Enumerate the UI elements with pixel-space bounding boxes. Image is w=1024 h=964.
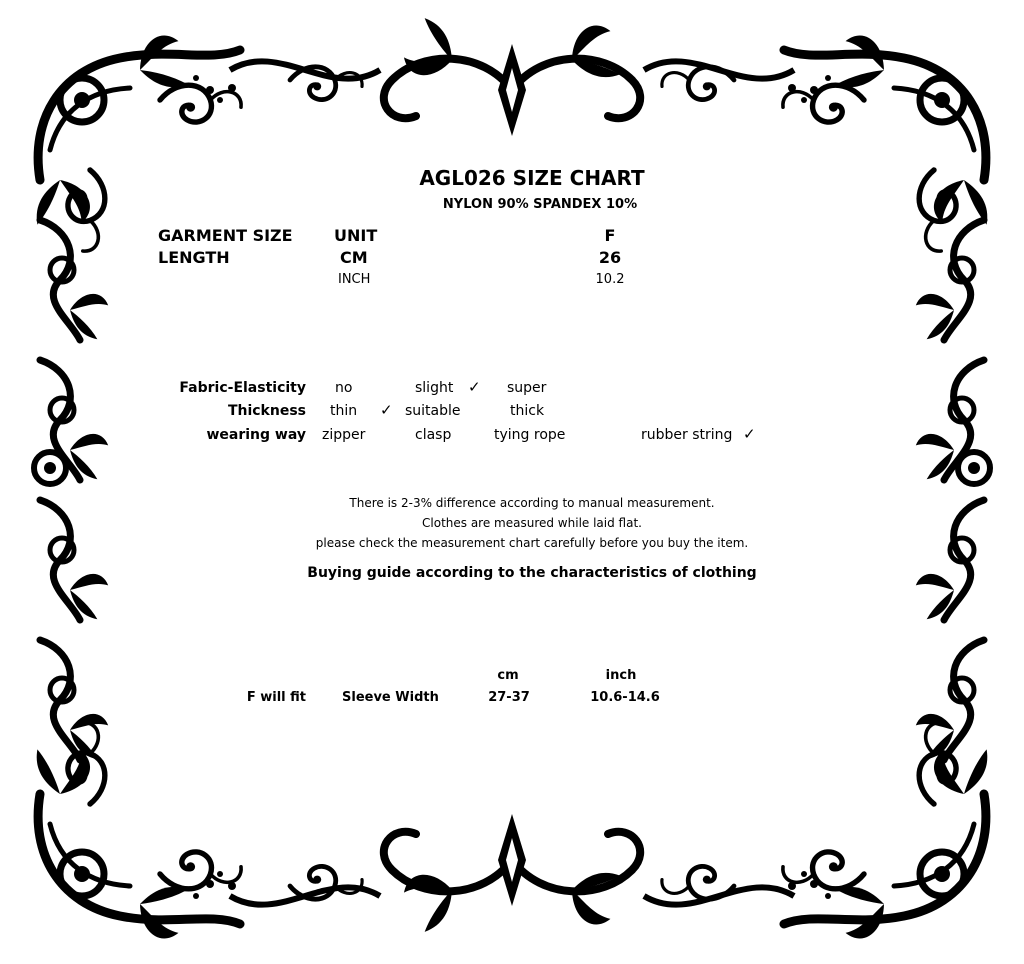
thickness-thin: thin <box>330 403 358 419</box>
wearing-zipper: zipper <box>322 427 366 443</box>
size-f-header: F <box>604 226 616 245</box>
thickness-check-icon: ✓ <box>380 401 393 419</box>
thickness-label: Thickness <box>227 403 306 419</box>
note-check-chart: please check the measurement chart carefully before you buy the item. <box>315 536 749 550</box>
length-cm-value: 26 <box>598 248 622 267</box>
length-label: LENGTH <box>158 248 230 267</box>
fabric-elasticity-label: Fabric-Elasticity <box>179 380 306 396</box>
chart-title: AGL026 SIZE CHART <box>419 166 645 190</box>
note-measurement-diff: There is 2-3% difference according to manual measurement. <box>349 496 715 510</box>
col-inch-header: inch <box>605 668 637 683</box>
elasticity-check-icon: ✓ <box>468 378 481 396</box>
elasticity-super: super <box>507 380 547 396</box>
col-cm-header: cm <box>497 668 519 683</box>
buying-guide-heading: Buying guide according to the characteristics of clothing <box>307 565 757 581</box>
wearing-rubber-string: rubber string <box>641 427 733 443</box>
length-inch-value: 10.2 <box>595 272 625 287</box>
wearing-clasp: clasp <box>415 427 452 443</box>
wearing-way-label: wearing way <box>206 427 306 443</box>
elasticity-slight: slight <box>415 380 454 396</box>
unit-header: UNIT <box>334 226 378 245</box>
sleeve-width-inch: 10.6-14.6 <box>590 690 660 705</box>
wearing-tying-rope: tying rope <box>494 427 566 443</box>
cm-unit: CM <box>340 248 368 267</box>
elasticity-no: no <box>335 380 353 396</box>
material-composition: NYLON 90% SPANDEX 10% <box>442 197 638 212</box>
wearing-check-icon: ✓ <box>743 425 756 443</box>
note-laid-flat: Clothes are measured while laid flat. <box>422 516 642 530</box>
thickness-suitable: suitable <box>405 403 461 419</box>
sleeve-width-cm: 27-37 <box>488 690 530 705</box>
fit-label: F will fit <box>246 690 306 705</box>
sleeve-width-label: Sleeve Width <box>342 690 439 705</box>
inch-unit: INCH <box>338 272 371 287</box>
thickness-thick: thick <box>510 403 545 419</box>
garment-size-label: GARMENT SIZE <box>158 226 293 245</box>
